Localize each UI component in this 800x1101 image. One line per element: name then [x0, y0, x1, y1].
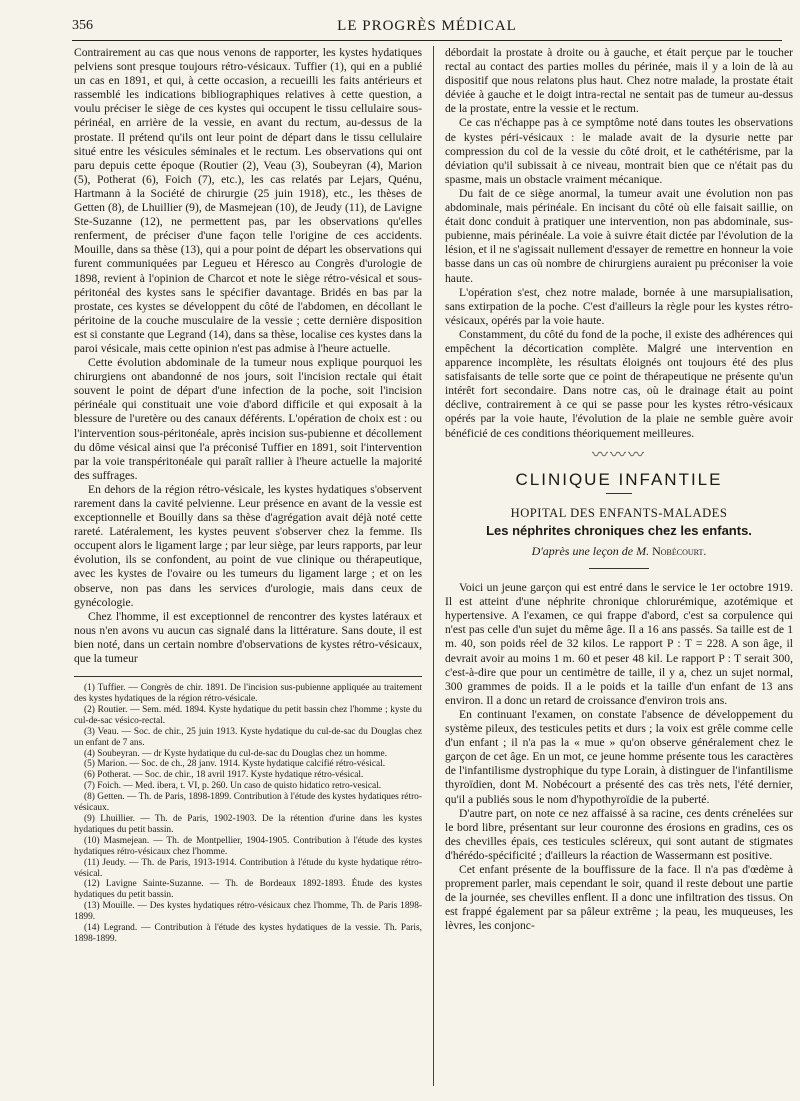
- footnote: (1) Tuffier. — Congrès de chir. 1891. De l'incision sus-pubienne appliquée au traitement des kystes hydatiques de la région rétro-vésicale.: [74, 683, 422, 705]
- paragraph: Du fait de ce siège anormal, la tumeur avait une évolution non pas abdominale, mais périnéale. En incisant du côté où elle faisait saillie, on était donc conduit à pratiquer une intervention, non pas abdominale, sus-pubienne, mais périnéale. La voie à suivre était dictée par l'évolution de la lésion, et il ne s'agissait nullement d'essayer de remettre en honneur la voie basse dans un cas où nombre de chirurgiens auraient pu préconiser la voie haute.: [445, 186, 793, 285]
- byline: [445, 544, 793, 558]
- running-title: LE PROGRÈS MÉDICAL: [337, 18, 517, 34]
- footnote: (6) Potherat. — Soc. de chir., 18 avril 1917. Kyste hydatique rétro-vésical.: [84, 770, 364, 781]
- column-divider: [433, 46, 434, 1086]
- paragraph: Voici un jeune garçon qui est entré dans le service le 1er octobre 1919. Il est atteint d'une néphrite chronique chlorurémique, azotémique et hypertensive. A l'examen, ce qui frappe d'abord, c'est sa corpulence qui n'est pas celle d'un sujet du même âge. Il a 16 ans passés. Sa taille est de 1 m. 40, son poids réel de 32 kilos. Le rapport P : T = 228. A son âge, il devrait avoir au moins 1 m. 60 et peser 48 kil. Le rapport P : T serait 300, c'est-à-dire que pour un centimètre de taille, il y a, chez un sujet normal, 300 grammes de poids. Il a le poids et la taille d'un enfant de 13 ans environ. Il a donc un retard de croissance d'environ trois ans.: [445, 581, 793, 707]
- section-ornament: 〰〰〰: [591, 446, 646, 464]
- paragraph: débordait la prostate à droite ou à gauche, et était perçue par le toucher rectal au contact des parties molles du périnée, mais il y a loin de là au dispositif que nous relatons plus haut. Chez notre malade, la prostate était déviée à gauche et le doigt intra-rectal ne sentait pas de tumeur au-dessus de la prostate, entre la vessie et le rectum.: [445, 46, 793, 116]
- footnote: (2) Routier. — Sem. méd. 1894. Kyste hydatique du petit bassin chez l'homme ; kyste du cul-de-sac vésico-rectal.: [74, 704, 422, 726]
- footnotes: [74, 683, 422, 945]
- paragraph: Constamment, du côté du fond de la poche, il existe des adhérences qui empêchent la décortication complète. Malgré une intervention en apparence incomplète, les résultats éloignés ont toujours été des plus satisfaisants de telle sorte que ce point de thérapeutique ne présente qu'un intérêt fort secondaire. Dans notre cas, où le drainage était au point déclive, contrairement à ce qui se passe pour les kystes rétro-vésicaux opérés par la voie haute, l'évolution de la plaie ne semble guère avoir bénéficié de ces conditions théoriquement meilleures.: [445, 327, 793, 440]
- footnote: (12) Lavigne Sainte-Suzanne. — Th. de Bordeaux 1892-1893. Étude des kystes hydatiques du petit bassin.: [74, 879, 422, 901]
- paragraph: Ce cas n'échappe pas à ce symptôme noté dans toutes les observations de kystes péri-vésicaux : le malade avait de la dysurie nette par compression du col de la vessie du côté droit, et le cathétérisme, par la déviation qu'il subissait à ce niveau, montrait bien que ce n'était pas du spasme, mais un obstacle vraiment mécanique.: [445, 116, 793, 186]
- paragraph: Contrairement au cas que nous venons de rapporter, les kystes hydatiques pelviens sont presque toujours rétro-vésicaux. Tuffier (1), qui en a publié un cas en 1891, et qui, à cette occasion, a recueilli les faits antérieurs et rassemblé les indications bibliographiques relatives à cette question, a voulu préciser le siège de ces kystes qui occupent le tissu cellulaire sous-périnéal, en arrière de la vessie, en avant du rectum, au-dessus de la prostate. Il prétend qu'ils ont leur point de départ dans le tissu cellulaire situé entre les vésicules séminales et le rectum. Les observations qui ont paru depuis cette époque (Routier (2), Veau (3), Soubeyran (4), Marion (5), Potherat (6), Foich (7), etc.), les cas relatés par Lejars, Quénu, Hartmann à la Société de chirurgie (25 juin 1918), etc., les thèses de Getten (8), de Lhuillier (9), de Masmejean (10), de Jeudy (11), de Lavigne Ste-Suzanne (12), ne permettent pas, par les observations qu'elles renferment, de préciser d'une façon telle l'origine de ces accidents. Mouille, dans sa thèse (13), qui a pour point de départ les observations qui furent communiquées par Legueu et Héresco au Congrès d'urologie de 1898, revient à l'opinion de Charcot et note le siège rétro-vésical et sous-péritonéal des kystes sans le spécifier davantage. Bridés en bas par la prostate, ces kystes se développent du côté de l'abdomen, en décollant le péritoine de la couche musculaire de la vessie ; cette dernière disposition est si constante que Legrand (14), dans sa thèse, localise ces kystes dans la paroi vésicale, mais cette opinion n'est pas admise à l'heure actuelle.: [74, 46, 422, 355]
- article-title: Les néphrites chroniques chez les enfants.: [486, 522, 752, 538]
- footnote: (4) Soubeyran. — dr Kyste hydatique du cul-de-sac du Douglas chez un homme.: [84, 748, 388, 759]
- byline-rule: [589, 568, 649, 569]
- author-name: Nobécourt.: [652, 544, 707, 558]
- paragraph: D'autre part, on note ce nez affaissé à sa racine, ces dents crénelées sur le bord libre, présentant sur leur couronne des érosions en gradins, ces os des chevilles épais, ces testicules scléreux, qui sont autant de stigmates d'hérédo-spécificité ; d'ailleurs la réaction de Wassermann est positive.: [445, 806, 793, 862]
- paragraph: Chez l'homme, il est exceptionnel de rencontrer des kystes latéraux et nous n'en avons vu aucun cas signalé dans la littérature. Sans doute, il est bien noté, dans un certain nombre d'observations de kystes rétro-vésicaux, que la tumeur: [74, 609, 422, 666]
- paragraph: Cette évolution abdominale de la tumeur nous explique pourquoi les chirurgiens ont abandonné de nos jours, soit l'incision rectale qui était souvent le point de départ d'une infection de la poche, soit l'incision périnéale qui constituait une voie d'abord difficile et qui exposait à la blessure de l'uretère ou des canaux déférents. L'opération de choix est : ou l'intervention sous-péritonéale, après incision sus-pubienne et décollement du dôme vésical ainsi que l'a préconisé Tuffier en 1891, soit l'intervention par la voie transpéritonéale qui paraît rallier à l'heure actuelle la majorité des suffrages.: [74, 356, 422, 482]
- footnote: (8) Getten. — Th. de Paris, 1898-1899. Contribution à l'étude des kystes hydatiques rétro-vésicaux.: [74, 792, 422, 814]
- hospital-name: HOPITAL DES ENFANTS-MALADES: [510, 505, 728, 520]
- footnote: (11) Jeudy. — Th. de Paris, 1913-1914. Contribution à l'étude du kyste hydatique rétro-vésical.: [74, 857, 422, 879]
- section-title: CLINIQUE INFANTILE: [515, 469, 723, 489]
- paragraph: L'opération s'est, chez notre malade, bornée à une marsupialisation, sans extirpation de la poche. C'est d'ailleurs la règle pour les kystes rétro-vésicaux, opérés par la voie haute.: [445, 285, 793, 327]
- footnote: (7) Foich. — Med. ibera, t. VI, p. 260. Un caso de quisto hidatico retro-vesical.: [84, 781, 382, 792]
- footnote: (3) Veau. — Soc. de chir., 25 juin 1913. Kyste hydatique du cul-de-sac du Douglas chez un enfant de 7 ans.: [74, 726, 422, 748]
- page-number: 356: [72, 18, 93, 33]
- footnote: (10) Masmejean. — Th. de Montpellier, 1904-1905. Contribution à l'étude des kystes hydatiques rétro-vésicaux chez l'homme.: [74, 835, 422, 857]
- byline-prefix: D'après une leçon de M.: [531, 544, 653, 558]
- right-column: [445, 46, 793, 933]
- paragraph: En continuant l'examen, on constate l'absence de développement du système pileux, des testicules petits et durs ; la voix est grêle comme celle d'un enfant ; il n'a pas la « mue » qu'on observe généralement chez le garçon de cet âge. En un mot, ce jeune homme présente tous les caractères de l'infantilisme dystrophique du type Lorain, à distinguer de l'infantilisme thyroïdien, dont M. Nobécourt a présenté des cas très nets, l'été dernier, qu'il a publiés sous le nom d'hypothyroïdie de la puberté.: [445, 707, 793, 806]
- header-rule: [72, 40, 782, 41]
- footnote-rule: [74, 676, 422, 677]
- footnote: (14) Legrand. — Contribution à l'étude des kystes hydatiques de la vessie. Th. Paris, 1898-1899.: [74, 923, 422, 944]
- footnote: (5) Marion. — Soc. de ch., 28 janv. 1914. Kyste hydatique calcifié rétro-vésical.: [84, 759, 386, 770]
- footnote: (13) Mouille. — Des kystes hydatiques rétro-vésicaux chez l'homme, Th. de Paris 1898-1899.: [74, 901, 422, 923]
- footnote: (9) Lhuillier. — Th. de Paris, 1902-1903. De la rétention d'urine dans les kystes hydatiques du petit bassin.: [74, 814, 422, 835]
- page-header: [72, 18, 782, 40]
- paragraph: Cet enfant présente de la bouffissure de la face. Il n'a pas d'œdème à proprement parler, mais cependant le soir, quand il reste debout une partie de la journée, ses chevilles enflent. Il a donc une infiltration des tissus. On est frappé également par sa pâleur extrême ; la peau, les muqueuses, les lèvres, les conjonc-: [445, 862, 793, 933]
- paragraph: En dehors de la région rétro-vésicale, les kystes hydatiques s'observent rarement dans la cavité pelvienne. Leur présence en avant de la vessie est exceptionnelle et Bouilly dans sa thèse d'agrégation avait déjà noté cette rareté. Latéralement, les kystes peuvent s'observer chez la femme. Ils occupent alors le ligament large ; par leur siège, par leurs rapports, par leur évolution, ils se confondent, au point de vue clinique ou thérapeutique, avec les kystes de l'ovaire ou les tumeurs du ligament large ; et on les observe, non pas dans les services d'urologie, mais dans ceux de gynécologie.: [74, 482, 422, 609]
- title-rule: [606, 493, 632, 494]
- left-column: [74, 46, 422, 945]
